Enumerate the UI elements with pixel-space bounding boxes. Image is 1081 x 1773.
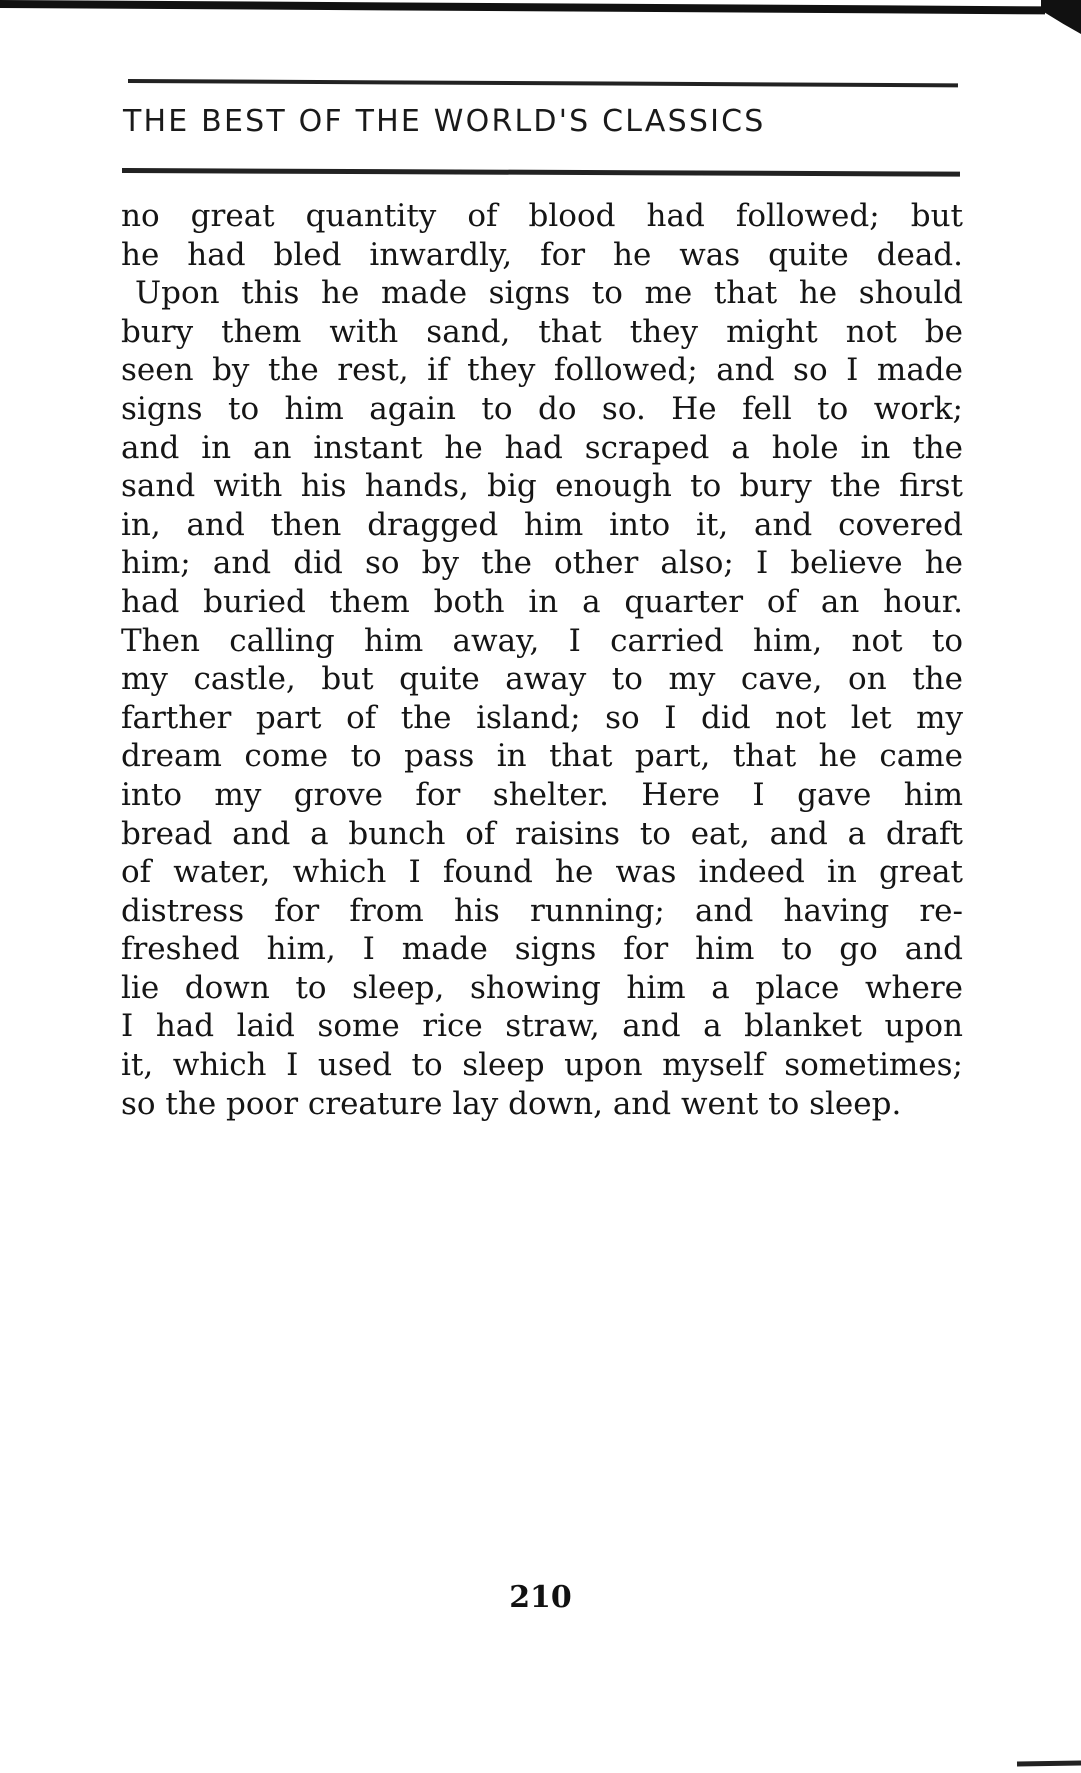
text-line: he had bled inwardly, for he was quite dead. (121, 236, 963, 273)
text-line: farther part of the island; so I did not let my (121, 699, 963, 736)
text-line: him; and did so by the other also; I believe he (121, 545, 963, 582)
header-rule-top (128, 79, 958, 87)
text-line: seen by the rest, if they followed; and so I made (121, 352, 963, 389)
scan-bottom-edge (1017, 1760, 1081, 1766)
text-line: signs to him again to do so. He fell to work; (121, 390, 963, 427)
text-line-paragraph-start: Upon this he made signs to me that he should (135, 275, 963, 312)
text-line: freshed him, I made signs for him to go and (121, 931, 963, 968)
text-line: I had laid some rice straw, and a blanket upon (121, 1008, 963, 1045)
text-line: it, which I used to sleep upon myself sometimes; (121, 1047, 963, 1084)
text-line: of water, which I found he was indeed in great (121, 854, 963, 891)
text-line: and in an instant he had scraped a hole in the (121, 429, 963, 466)
text-line-paragraph-end: so the poor creature lay down, and went to sleep. (121, 1085, 902, 1122)
text-line: bread and a bunch of raisins to eat, and a draft (121, 815, 963, 852)
text-line: distress for from his running; and having re- (121, 892, 963, 929)
text-line: my castle, but quite away to my cave, on the (121, 661, 963, 698)
text-line: bury them with sand, that they might not be (121, 313, 963, 350)
scan-top-edge (0, 0, 1045, 14)
body-text (121, 197, 963, 1123)
text-line: lie down to sleep, showing him a place where (121, 969, 963, 1006)
text-line: into my grove for shelter. Here I gave him (121, 776, 963, 813)
header-rule-bottom (122, 168, 960, 177)
text-line: in, and then dragged him into it, and covered (121, 506, 963, 543)
text-line: sand with his hands, big enough to bury the first (121, 468, 963, 505)
running-head: THE BEST OF THE WORLD'S CLASSICS (123, 104, 766, 139)
page-number: 210 (509, 1580, 572, 1615)
text-line: had buried them both in a quarter of an hour. (121, 583, 963, 620)
scan-corner-mark (1041, 0, 1081, 34)
text-line: no great quantity of blood had followed; but (121, 198, 963, 234)
text-line: Then calling him away, I carried him, not to (121, 622, 963, 659)
text-line: dream come to pass in that part, that he came (121, 738, 963, 775)
